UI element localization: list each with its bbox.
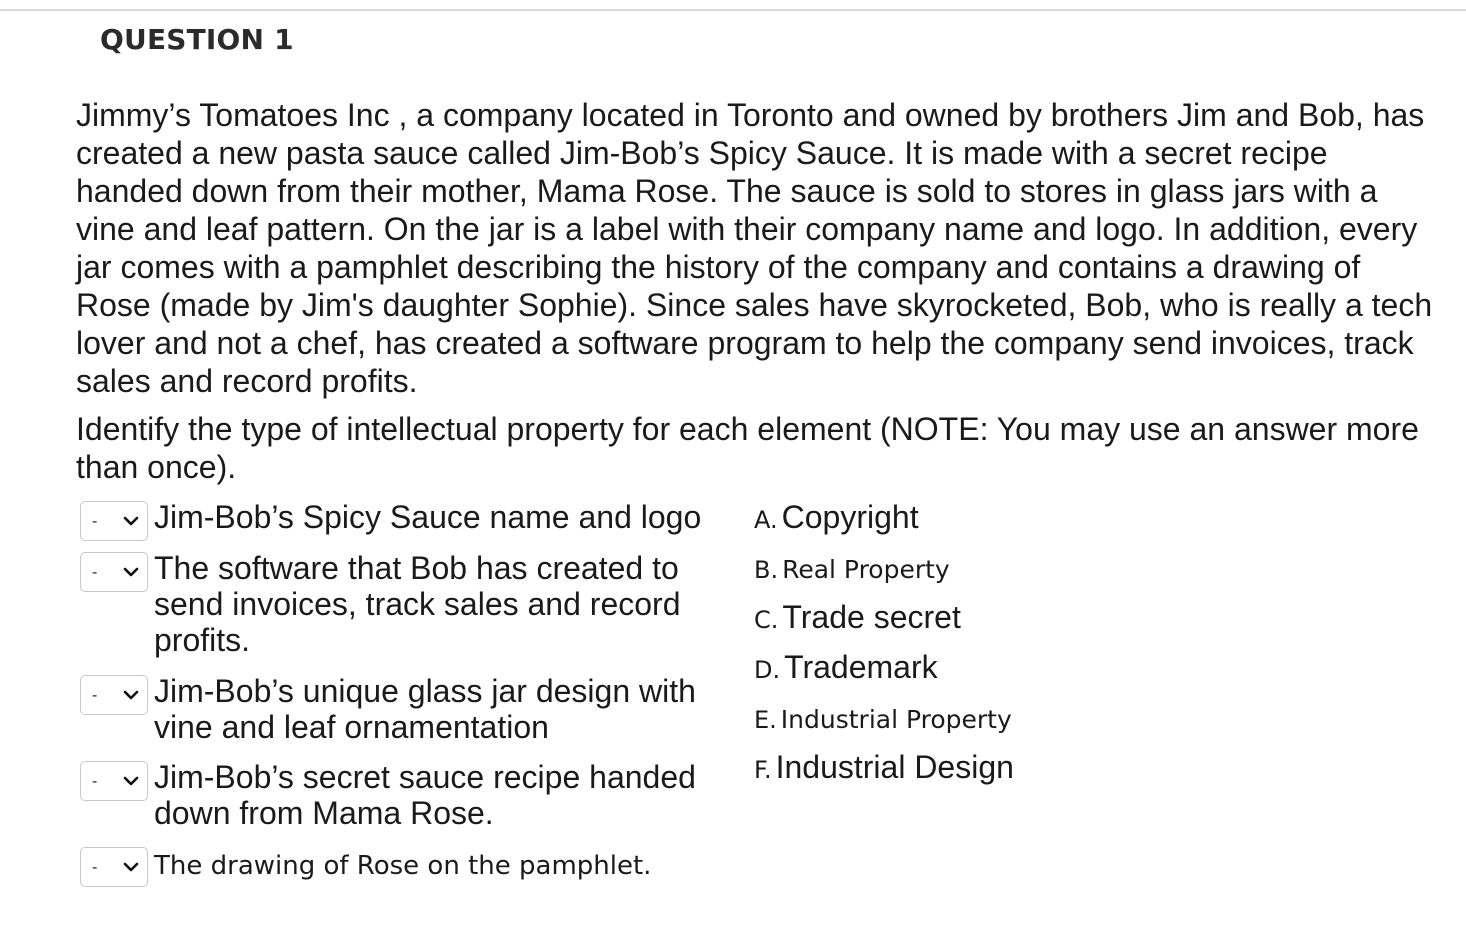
answer-dropdown-1[interactable] xyxy=(80,501,148,541)
match-item-text: Jim-Bob’s unique glass jar design with vine and leaf ornamentation xyxy=(154,673,696,745)
top-divider xyxy=(0,9,1466,11)
answer-dropdown-5[interactable] xyxy=(80,847,148,887)
answer-option-b xyxy=(754,555,950,584)
chevron-down-icon xyxy=(123,690,139,701)
answer-dropdown-4[interactable] xyxy=(80,761,148,801)
answer-label: Industrial Property xyxy=(780,705,1012,734)
match-item-text: Jim-Bob’s secret sauce recipe handed down from Mama Rose. xyxy=(154,759,696,831)
dropdown-selected-value: - xyxy=(92,773,98,790)
answer-option-d xyxy=(754,649,938,686)
chevron-down-icon xyxy=(123,567,139,578)
answer-label: Trademark xyxy=(784,649,938,685)
question-passage: Jimmy’s Tomatoes Inc , a company located in Toronto and owned by brothers Jim and Bob, has created a new pasta sauce called Jim-Bob’s Spicy Sauce. It is made with a secret recipe handed down from their mother, Mama Rose. The sauce is sold to stores in glass jars with a vine and leaf pattern. On the jar is a label with their company name and logo. In addition, every jar comes with a pamphlet describing the history of the company and contains a drawing of Rose (made by Jim's daughter Sophie). Since sales have skyrocketed, Bob, who is really a tech lover and not a chef, has created a software program to help the company send invoices, track sales and record profits. xyxy=(76,97,1433,399)
match-item-text: The software that Bob has created to send invoices, track sales and record profits. xyxy=(154,550,681,658)
chevron-down-icon xyxy=(123,862,139,873)
answer-option-e xyxy=(754,705,1012,734)
dropdown-selected-value: - xyxy=(92,513,98,530)
answer-label: Copyright xyxy=(781,499,919,535)
dropdown-selected-value: - xyxy=(92,564,98,581)
answer-dropdown-3[interactable] xyxy=(80,675,148,715)
question-title: QUESTION 1 xyxy=(100,23,294,56)
chevron-down-icon xyxy=(123,776,139,787)
answer-label: Trade secret xyxy=(782,599,961,635)
match-item-text: Jim-Bob’s Spicy Sauce name and logo xyxy=(154,499,702,535)
answer-letter: A. xyxy=(754,506,778,534)
dropdown-selected-value: - xyxy=(92,687,98,704)
answer-label: Industrial Design xyxy=(775,749,1014,785)
answer-option-a xyxy=(754,499,919,536)
answer-letter: D. xyxy=(754,656,781,684)
answer-option-c xyxy=(754,599,961,636)
answer-label: Real Property xyxy=(782,555,950,584)
answer-letter: C. xyxy=(754,606,779,634)
answer-letter: E. xyxy=(754,706,777,734)
match-item-text: The drawing of Rose on the pamphlet. xyxy=(154,851,652,881)
answer-option-f xyxy=(754,749,1014,786)
answer-dropdown-2[interactable] xyxy=(80,552,148,592)
chevron-down-icon xyxy=(123,516,139,527)
answer-letter: B. xyxy=(754,556,779,584)
question-instruction: Identify the type of intellectual property for each element (NOTE: You may use an answer more than once). xyxy=(76,411,1419,485)
dropdown-selected-value: - xyxy=(92,859,98,876)
answer-letter: F. xyxy=(754,756,772,784)
